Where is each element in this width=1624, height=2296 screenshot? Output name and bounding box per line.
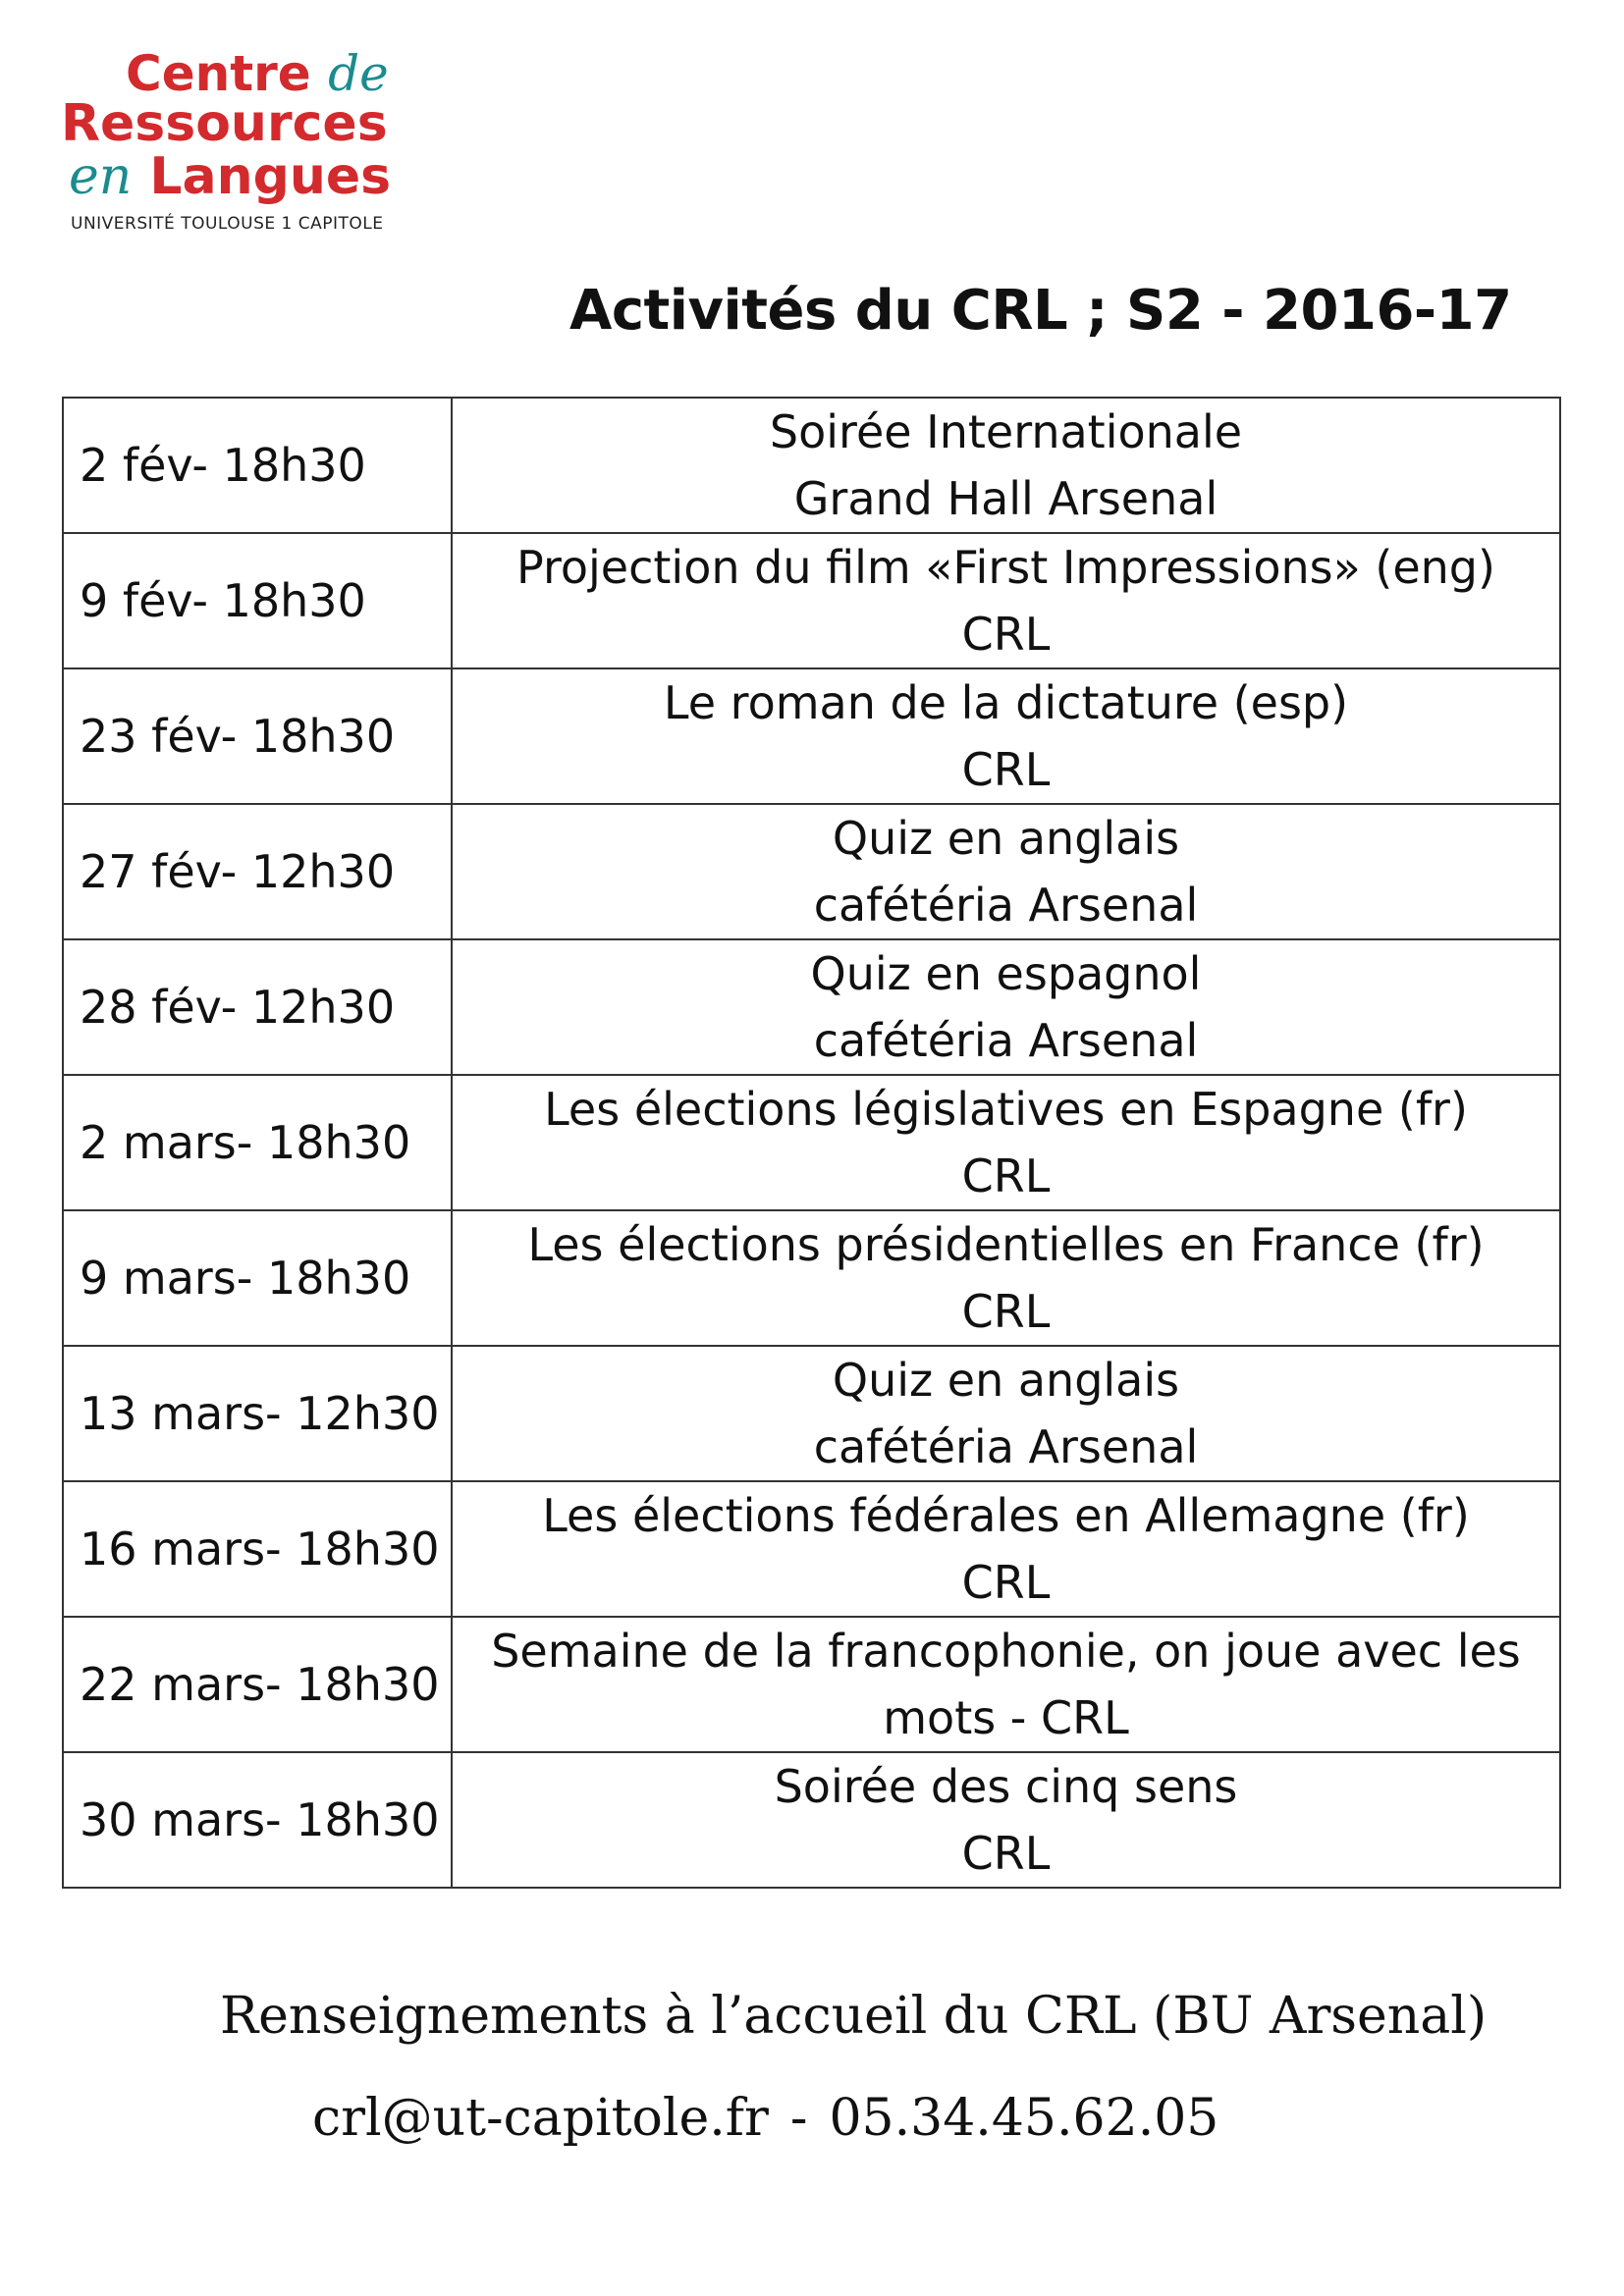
date-cell: 16 mars- 18h30 bbox=[63, 1481, 452, 1617]
footer-info-text: Renseignements à l’accueil du CRL (BU Arsenal) bbox=[220, 1987, 1488, 2046]
event-cell bbox=[452, 533, 1560, 668]
date-cell: 2 fév- 18h30 bbox=[63, 398, 452, 533]
event-cell bbox=[452, 1210, 1560, 1346]
date-cell: 9 mars- 18h30 bbox=[63, 1210, 452, 1346]
table-row bbox=[63, 668, 1560, 804]
event-location: mots - CRL bbox=[883, 1691, 1129, 1744]
activity-schedule-table bbox=[62, 397, 1561, 1889]
event-location: CRL bbox=[961, 608, 1051, 661]
table-row bbox=[63, 1075, 1560, 1210]
event-cell bbox=[452, 1075, 1560, 1210]
table-row bbox=[63, 1210, 1560, 1346]
contact-email: crl@ut-capitole.fr bbox=[312, 2089, 769, 2148]
event-cell bbox=[452, 398, 1560, 533]
footer-contact bbox=[312, 2089, 1218, 2148]
date-cell: 23 fév- 18h30 bbox=[63, 668, 452, 804]
table-row bbox=[63, 1617, 1560, 1752]
event-location: CRL bbox=[961, 1149, 1051, 1202]
date-cell: 22 mars- 18h30 bbox=[63, 1617, 452, 1752]
table-row bbox=[63, 533, 1560, 668]
logo-word-langues: Langues bbox=[149, 147, 392, 206]
event-cell bbox=[452, 804, 1560, 939]
event-title: Quiz en anglais bbox=[832, 1354, 1180, 1407]
logo-word-en: en bbox=[69, 147, 133, 206]
date-cell: 2 mars- 18h30 bbox=[63, 1075, 452, 1210]
event-title: Projection du film «First Impressions» (eng) bbox=[516, 541, 1495, 594]
contact-separator: - bbox=[789, 2089, 808, 2148]
event-cell bbox=[452, 668, 1560, 804]
logo-word-ressources: Ressources bbox=[61, 94, 388, 153]
table-row bbox=[63, 1346, 1560, 1481]
event-location: cafétéria Arsenal bbox=[813, 1420, 1199, 1473]
event-location: cafétéria Arsenal bbox=[813, 879, 1199, 932]
table-row bbox=[63, 1481, 1560, 1617]
logo-line-langues bbox=[69, 147, 392, 206]
event-cell bbox=[452, 1346, 1560, 1481]
event-cell bbox=[452, 939, 1560, 1075]
crl-logo bbox=[61, 47, 414, 243]
event-cell bbox=[452, 1752, 1560, 1888]
date-cell: 27 fév- 12h30 bbox=[63, 804, 452, 939]
event-location: Grand Hall Arsenal bbox=[793, 472, 1218, 525]
event-location: CRL bbox=[961, 1556, 1051, 1609]
event-cell bbox=[452, 1617, 1560, 1752]
event-title: Les élections présidentielles en France (fr) bbox=[527, 1218, 1485, 1271]
date-cell: 9 fév- 18h30 bbox=[63, 533, 452, 668]
event-title: Le roman de la dictature (esp) bbox=[663, 676, 1349, 729]
event-title: Quiz en espagnol bbox=[810, 947, 1202, 1000]
table-row bbox=[63, 398, 1560, 533]
logo-university-name: UNIVERSITÉ TOULOUSE 1 CAPITOLE bbox=[71, 214, 384, 234]
event-cell bbox=[452, 1481, 1560, 1617]
logo-word-centre: Centre bbox=[126, 45, 311, 102]
event-title: Semaine de la francophonie, on joue avec les bbox=[491, 1625, 1521, 1678]
event-title: Quiz en anglais bbox=[832, 812, 1180, 865]
event-location: CRL bbox=[961, 743, 1051, 796]
contact-phone: 05.34.45.62.05 bbox=[829, 2089, 1219, 2148]
table-row bbox=[63, 939, 1560, 1075]
event-location: cafétéria Arsenal bbox=[813, 1014, 1199, 1067]
date-cell: 28 fév- 12h30 bbox=[63, 939, 452, 1075]
event-location: CRL bbox=[961, 1285, 1051, 1338]
logo-line-centre bbox=[126, 45, 389, 102]
logo-word-de: de bbox=[328, 45, 389, 102]
table-row bbox=[63, 1752, 1560, 1888]
event-title: Soirée Internationale bbox=[769, 405, 1243, 458]
table-row bbox=[63, 804, 1560, 939]
event-title: Les élections législatives en Espagne (fr) bbox=[544, 1083, 1468, 1136]
schedule-body bbox=[63, 398, 1560, 1888]
event-title: Soirée des cinq sens bbox=[774, 1760, 1238, 1813]
date-cell: 30 mars- 18h30 bbox=[63, 1752, 452, 1888]
page-title: Activités du CRL ; S2 - 2016-17 bbox=[569, 279, 1512, 343]
event-title: Les élections fédérales en Allemagne (fr) bbox=[542, 1489, 1470, 1542]
logo-line-ressources bbox=[61, 94, 388, 153]
event-location: CRL bbox=[961, 1827, 1051, 1880]
date-cell: 13 mars- 12h30 bbox=[63, 1346, 452, 1481]
